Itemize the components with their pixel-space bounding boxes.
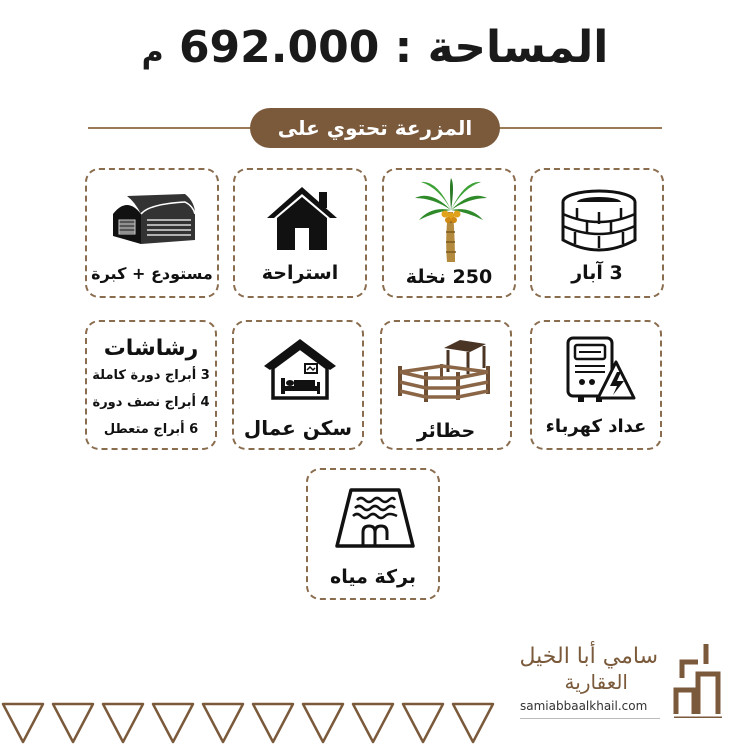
feature-card-water-pool [306, 468, 440, 600]
area-label: المساحة : [394, 22, 609, 73]
feature-card-palms [382, 168, 516, 298]
brand-subtitle: العقارية [564, 670, 628, 694]
divider-right [492, 127, 662, 129]
feature-label-palms: 250 نخلة [405, 266, 493, 288]
electric-meter-icon [562, 334, 636, 404]
house-icon [264, 184, 340, 252]
feature-card-warehouse [85, 168, 219, 298]
area-title [0, 22, 750, 73]
feature-card-pens [380, 320, 512, 450]
feature-label-electric-meter: عداد كهرباء [545, 416, 647, 437]
brand-website[interactable]: samiabbaalkhail.com [520, 699, 648, 713]
divider-left [88, 127, 258, 129]
feature-card-rest-house [233, 168, 367, 298]
brand-logo [668, 634, 726, 718]
section-heading: المزرعة تحتوي على [250, 108, 500, 148]
well-icon [559, 188, 639, 258]
sprinklers-line-1: 3 أبراج دورة كاملة [92, 368, 210, 383]
water-pool-icon [333, 486, 417, 556]
sprinklers-line-3: 6 أبراج متعطل [103, 422, 199, 437]
worker-housing-icon [261, 336, 339, 402]
feature-card-wells [530, 168, 664, 298]
feature-label-rest-house: استراحة [261, 262, 339, 284]
sprinklers-line-2: 4 أبراج نصف دورة [92, 395, 210, 410]
warehouse-icon [109, 192, 199, 254]
sprinklers-title: رشاشات [103, 336, 199, 361]
feature-label-water-pool: بركة مياه [329, 566, 416, 588]
feature-label-workers-housing: سكن عمال [243, 416, 353, 440]
decorative-triangle-row [0, 698, 500, 748]
area-value: 692.000 [178, 22, 380, 73]
feature-label-pens: حظائر [416, 420, 476, 442]
area-unit: م [141, 35, 164, 70]
brand-footnote-strip [520, 718, 660, 739]
livestock-pen-icon [394, 338, 498, 404]
feature-card-sprinklers [85, 320, 217, 450]
feature-label-warehouse: مستودع + كبرة [91, 264, 213, 283]
feature-label-wells: 3 آبار [571, 262, 623, 284]
feature-card-workers-housing [232, 320, 364, 450]
palm-tree-icon [411, 176, 491, 264]
feature-card-electric-meter [530, 320, 662, 450]
brand-name: سامي أبا الخيل [519, 644, 658, 669]
